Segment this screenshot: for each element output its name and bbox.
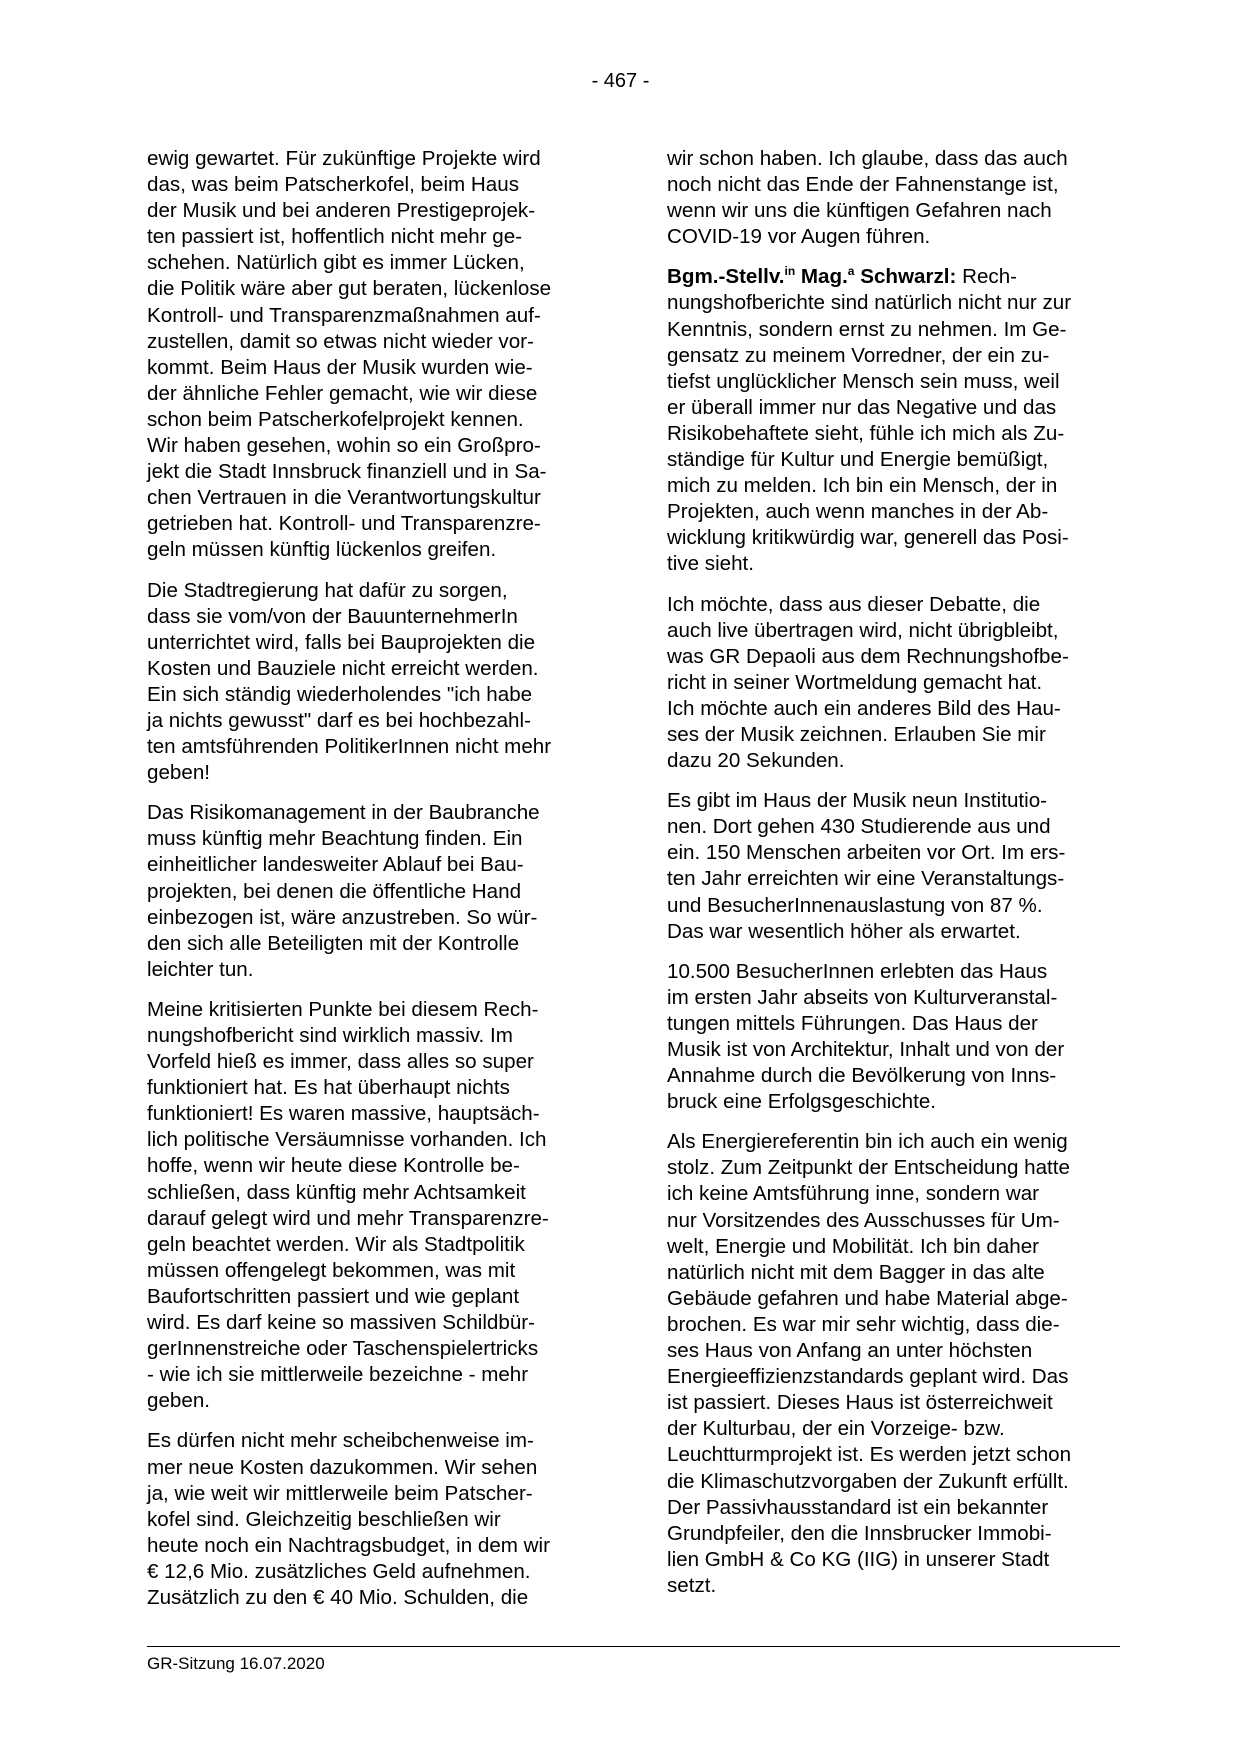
text-line: jekt die Stadt Innsbruck finanziell und in Sa- (147, 460, 547, 484)
paragraph (147, 997, 605, 1415)
text-line: ewig gewartet. Für zukünftige Projekte wird (147, 147, 541, 170)
left-column (147, 146, 605, 1625)
text-line: Es gibt im Haus der Musik neun Institutio- (667, 789, 1047, 813)
text-line: auch live übertragen wird, nicht übrigbleibt, (667, 618, 1059, 642)
text-line: mer neue Kosten dazukommen. Wir sehen (147, 1455, 538, 1479)
paragraph (147, 578, 605, 787)
text-line: Gebäude gefahren und habe Material abge- (667, 1286, 1068, 1310)
text-line: der ähnliche Fehler gemacht, wie wir diese (147, 381, 538, 405)
paragraph-continuation (667, 290, 1125, 577)
text-line: funktioniert hat. Es hat überhaupt nichts (147, 1076, 510, 1100)
text-line: nur Vorsitzendes des Ausschusses für Um- (667, 1208, 1060, 1232)
text-line: die Politik wäre aber gut beraten, lückenlose (147, 277, 552, 301)
text-line: nen. Dort gehen 430 Studierende aus und (667, 815, 1051, 839)
paragraph (667, 788, 1125, 945)
text-line: Die Stadtregierung hat dafür zu sorgen, (147, 578, 508, 602)
text-line: ich keine Amtsführung inne, sondern war (667, 1182, 1040, 1206)
text-line: nungshofbericht sind wirklich massiv. Im (147, 1024, 513, 1047)
text-line: dazu 20 Sekunden. (667, 749, 845, 773)
text-line: zustellen, damit so etwas nicht wieder vor- (147, 329, 534, 353)
text-line: Grundpfeiler, den die Innsbrucker Immobi- (667, 1521, 1052, 1545)
text-line: das, was beim Patscherkofel, beim Haus (147, 173, 519, 197)
text-line: schon beim Patscherkofelprojekt kennen. (147, 407, 524, 431)
text-line: die Klimaschutzvorgaben der Zukunft erfüllt. (667, 1469, 1069, 1493)
text-line: einheitlicher landesweiter Ablauf bei Bau- (147, 853, 524, 877)
text-line: Es dürfen nicht mehr scheibchenweise im- (147, 1429, 534, 1453)
paragraph (147, 146, 605, 564)
text-line: funktioniert! Es waren massive, hauptsäch- (147, 1102, 540, 1126)
text-line: kofel sind. Gleichzeitig beschließen wir (147, 1507, 501, 1531)
paragraph (667, 1129, 1125, 1599)
text-line: ja, wie weit wir mittlerweile beim Patscher- (147, 1481, 533, 1505)
text-line: Der Passivhausstandard ist ein bekannter (667, 1495, 1049, 1519)
right-column (667, 146, 1125, 1613)
text-line: tiefst unglücklicher Mensch sein muss, weil (667, 369, 1060, 393)
page-number: - 467 - (591, 70, 650, 92)
text-line: Zusätzlich zu den € 40 Mio. Schulden, die (147, 1585, 529, 1609)
text-line: ist passiert. Dieses Haus ist österreichweit (667, 1391, 1053, 1415)
text-line: was GR Depaoli aus dem Rechnungshofbe- (667, 644, 1069, 668)
text-line: hoffe, wenn wir heute diese Kontrolle be- (147, 1154, 520, 1178)
text-line: Als Energiereferentin bin ich auch ein wenig (667, 1130, 1068, 1154)
text-line: setzt. (667, 1573, 717, 1597)
text-line: lich politische Versäumnisse vorhanden. Ich (147, 1128, 547, 1152)
paragraph (147, 1428, 605, 1611)
text-line: dass sie vom/von der BauunternehmerIn (147, 604, 518, 628)
text-line: ein. 150 Menschen arbeiten vor Ort. Im ers- (667, 841, 1066, 865)
text-line: Kenntnis, sondern ernst zu nehmen. Im Ge- (667, 317, 1067, 341)
text-line: welt, Energie und Mobilität. Ich bin daher (667, 1234, 1040, 1258)
text-line: mich zu melden. Ich bin ein Mensch, der in (667, 474, 1058, 498)
text-line: richt in seiner Wortmeldung gemacht hat. (667, 670, 1043, 694)
paragraph (147, 800, 605, 983)
paragraph (667, 959, 1125, 1116)
text-line: stolz. Zum Zeitpunkt der Entscheidung hatte (667, 1156, 1070, 1180)
text-line: Wir haben gesehen, wohin so ein Großpro- (147, 434, 541, 458)
text-line: Das war wesentlich höher als erwartet. (667, 919, 1021, 943)
footer-divider (147, 1646, 1120, 1647)
text-line: Ich möchte auch ein anderes Bild des Hau- (667, 696, 1061, 720)
text-line: lien GmbH & Co KG (IIG) in unserer Stadt (667, 1547, 1050, 1571)
text-line: heute noch ein Nachtragsbudget, in dem wir (147, 1533, 550, 1557)
text-line: geln beachtet werden. Wir als Stadtpolitik (147, 1232, 525, 1256)
text-line: Projekten, auch wenn manches in der Ab- (667, 500, 1049, 524)
footer-session-date: GR-Sitzung 16.07.2020 (147, 1654, 325, 1673)
text-line: und BesucherInnenauslastung von 87 %. (667, 893, 1043, 917)
text-line: natürlich nicht mit dem Bagger in das alte (667, 1260, 1045, 1284)
text-line: getrieben hat. Kontroll- und Transparenzre- (147, 512, 541, 536)
text-line: darauf gelegt wird und mehr Transparenzre- (147, 1206, 549, 1230)
text-line: Kontroll- und Transparenzmaßnahmen auf- (147, 303, 541, 327)
text-line: einbezogen ist, wäre anzustreben. So wür- (147, 905, 538, 929)
text-line: schließen, dass künftig mehr Achtsamkeit (147, 1180, 526, 1204)
text-line: ten amtsführenden PolitikerInnen nicht mehr (147, 735, 552, 759)
text-line: ses Haus von Anfang an unter höchsten (667, 1339, 1033, 1363)
text-line: tungen mittels Führungen. Das Haus der (667, 1011, 1038, 1035)
text-line: Vorfeld hieß es immer, dass alles so super (147, 1050, 534, 1074)
text-line: leichter tun. (147, 957, 254, 981)
text-line: Ich möchte, dass aus dieser Debatte, die (667, 592, 1041, 616)
text-line: ständige für Kultur und Energie bemüßigt, (667, 448, 1049, 472)
text-line: gerInnenstreiche oder Taschenspielertricks (147, 1337, 539, 1361)
text-line: geln müssen künftig lückenlos greifen. (147, 538, 497, 562)
text-line: wird. Es darf keine so massiven Schildbür- (147, 1311, 536, 1335)
text-line: kommt. Beim Haus der Musik wurden wie- (147, 355, 533, 379)
text-line: wir schon haben. Ich glaube, dass das auch (667, 147, 1068, 170)
text-line: projekten, bei denen die öffentliche Hand (147, 879, 522, 903)
text-line: er überall immer nur das Negative und das (667, 395, 1057, 419)
text-line: - wie ich sie mittlerweile bezeichne - mehr (147, 1363, 529, 1387)
text-line: geben! (147, 761, 210, 785)
text-line: unterrichtet wird, falls bei Bauprojekten die (147, 630, 536, 654)
text-line: Annahme durch die Bevölkerung von Inns- (667, 1064, 1057, 1088)
text-line: muss künftig mehr Beachtung finden. Ein (147, 827, 523, 851)
text-line: ten passiert ist, hoffentlich nicht mehr ge- (147, 225, 523, 249)
text-line: müssen offengelegt bekommen, was mit (147, 1258, 516, 1282)
text-line: Leuchtturmprojekt ist. Es werden jetzt schon (667, 1443, 1072, 1467)
text-line: Meine kritisierten Punkte bei diesem Rech- (147, 997, 539, 1021)
text-line: geben. (147, 1389, 210, 1413)
text-line: Musik ist von Architektur, Inhalt und von der (667, 1038, 1065, 1061)
text-line: ten Jahr erreichten wir eine Veranstaltungs- (667, 867, 1065, 891)
text-line: bruck eine Erfolgsgeschichte. (667, 1090, 937, 1114)
text-line: gensatz zu meinem Vorredner, der ein zu- (667, 343, 1050, 367)
text-line: Das Risikomanagement in der Baubranche (147, 801, 540, 825)
paragraph (667, 592, 1125, 775)
text-line: schehen. Natürlich gibt es immer Lücken, (147, 251, 525, 275)
paragraph (667, 146, 1125, 250)
text-line: der Musik und bei anderen Prestigeprojek- (147, 199, 536, 223)
text-line: € 12,6 Mio. zusätzliches Geld aufnehmen. (147, 1559, 531, 1583)
speaker-name: Bgm.-Stellv.$^{in}$ Mag.$^a$ Schwarzl: (667, 264, 957, 289)
text-line: ja nichts gewusst" darf es bei hochbezahl- (147, 708, 531, 732)
text-line: noch nicht das Ende der Fahnenstange ist, (667, 173, 1059, 197)
speaker-line: Bgm.-Stellv.$^{in}$ Mag.$^a$ Schwarzl: Rech- (667, 264, 1017, 289)
text-line: nungshofberichte sind natürlich nicht nur zur (667, 291, 1072, 315)
text-line: im ersten Jahr abseits von Kulturveranstal- (667, 985, 1058, 1009)
text-line: Kosten und Bauziele nicht erreicht werden. (147, 656, 539, 680)
text-line: Baufortschritten passiert und wie geplant (147, 1284, 520, 1308)
text-line: COVID-19 vor Augen führen. (667, 225, 931, 249)
text-line: brochen. Es war mir sehr wichtig, dass die- (667, 1312, 1060, 1336)
text-line: Energieeffizienzstandards geplant wird. Das (667, 1365, 1069, 1389)
text-line: wicklung kritikwürdig war, generell das Posi- (667, 526, 1069, 550)
speaker-paragraph (667, 264, 1125, 577)
text-line: tive sieht. (667, 552, 754, 576)
text-line: 10.500 BesucherInnen erlebten das Haus (667, 959, 1048, 983)
text-line: ses der Musik zeichnen. Erlauben Sie mir (667, 722, 1046, 746)
text-line: der Kulturbau, der ein Vorzeige- bzw. (667, 1417, 1005, 1441)
text-line: den sich alle Beteiligten mit der Kontrolle (147, 931, 520, 955)
text-line: chen Vertrauen in die Verantwortungskultur (147, 486, 541, 510)
text-line: Risikobehaftete sieht, fühle ich mich als Zu- (667, 421, 1065, 445)
text-line: Ein sich ständig wiederholendes "ich habe (147, 682, 533, 706)
text-line: wenn wir uns die künftigen Gefahren nach (667, 199, 1052, 223)
